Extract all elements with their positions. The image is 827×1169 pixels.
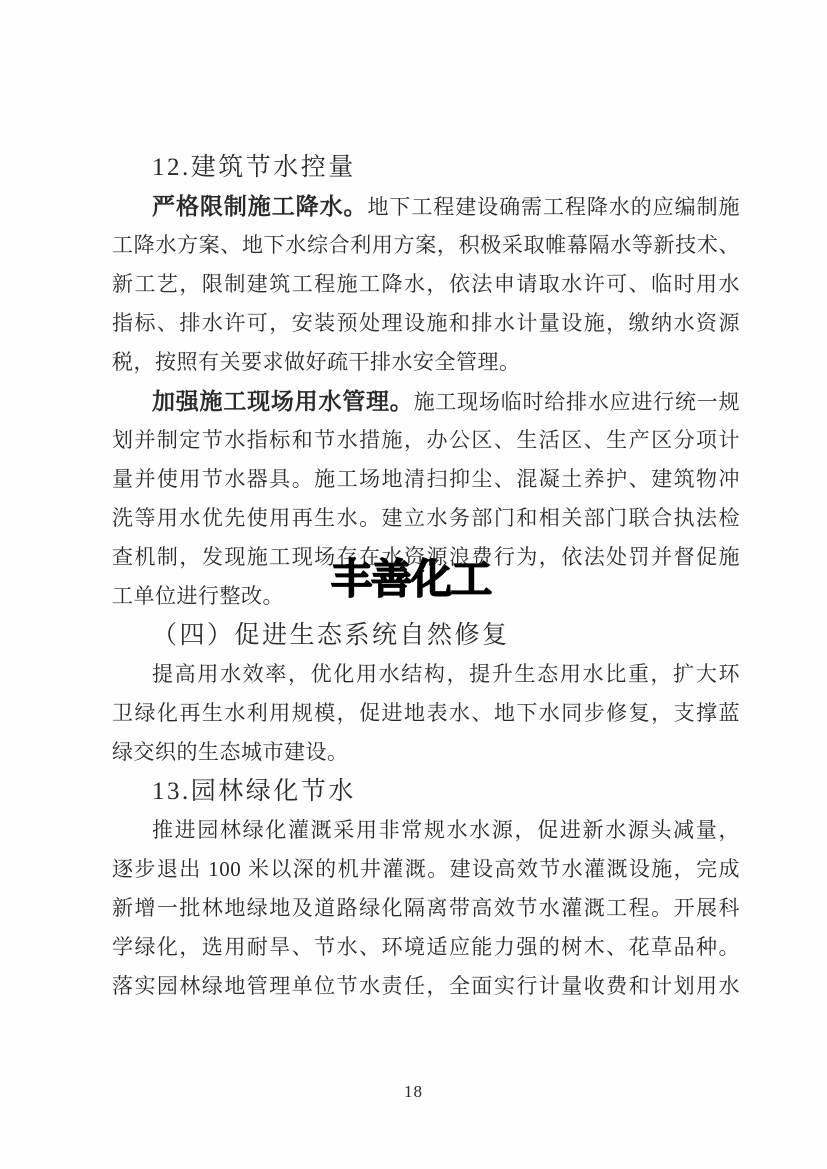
text-segment: 绿交织的生态城市建设。 bbox=[112, 740, 349, 764]
text-line bbox=[112, 733, 740, 772]
text-line bbox=[112, 343, 740, 382]
text-segment: 工降水方案、地下水综合利用方案，积极采取帷幕隔水等新技术、 bbox=[112, 233, 740, 257]
text-segment: 指标、排水许可，安装预处理设施和排水计量设施，缴纳水资源 bbox=[112, 311, 740, 335]
text-line bbox=[112, 850, 740, 889]
text-segment: 提高用水效率，优化用水结构，提升生态用水比重，扩大环 bbox=[152, 662, 740, 686]
text-segment: 税，按照有关要求做好疏干排水安全管理。 bbox=[112, 350, 521, 374]
text-segment: 12.建筑节水控量 bbox=[152, 154, 356, 181]
text-segment: 新工艺，限制建筑工程施工降水，依法申请取水许可、临时用水 bbox=[112, 272, 740, 296]
text-segment: 查机制，发现施工现场存在水资源浪费行为，依法处罚并督促施 bbox=[112, 545, 740, 569]
text-segment: 地下工程建设确需工程降水的应编制施 bbox=[367, 195, 741, 219]
text-segment: 逐步退出 100 米以深的机井灌溉。建设高效节水灌溉设施，完成 bbox=[112, 857, 740, 881]
text-line bbox=[112, 382, 740, 421]
text-line bbox=[112, 304, 740, 343]
text-line bbox=[112, 811, 740, 850]
text-line bbox=[112, 265, 740, 304]
text-line bbox=[112, 889, 740, 928]
text-segment: 划并制定节水指标和节水措施，办公区、生活区、生产区分项计 bbox=[112, 428, 740, 452]
text-line bbox=[112, 928, 740, 967]
text-segment: 量并使用节水器具。施工场地清扫抑尘、混凝土养护、建筑物冲 bbox=[112, 467, 740, 491]
text-segment: 13.园林绿化节水 bbox=[152, 778, 356, 805]
text-line bbox=[112, 460, 740, 499]
text-segment: 施工现场临时给排水应进行统一规 bbox=[413, 390, 741, 414]
bold-lead-text: 严格限制施工降水。 bbox=[152, 193, 368, 219]
section-heading bbox=[112, 148, 740, 187]
text-segment: 学绿化，选用耐旱、节水、环境适应能力强的树木、花草品种。 bbox=[112, 935, 740, 959]
text-line bbox=[112, 421, 740, 460]
text-segment: 新增一批林地绿地及道路绿化隔离带高效节水灌溉工程。开展科 bbox=[112, 896, 740, 920]
text-segment: 落实园林绿地管理单位节水责任，全面实行计量收费和计划用水 bbox=[112, 974, 740, 998]
text-line bbox=[112, 499, 740, 538]
text-segment: 工单位进行整改。 bbox=[112, 584, 284, 608]
page-number: 18 bbox=[404, 1082, 423, 1101]
text-segment: 卫绿化再生水利用规模，促进地表水、地下水同步修复，支撑蓝 bbox=[112, 701, 740, 725]
text-line bbox=[112, 226, 740, 265]
text-segment: 洗等用水优先使用再生水。建立水务部门和相关部门联合执法检 bbox=[112, 506, 740, 530]
text-segment: 推进园林绿化灌溉采用非常规水水源，促进新水源头减量， bbox=[152, 818, 740, 842]
text-line bbox=[112, 655, 740, 694]
text-segment: （四）促进生态系统自然修复 bbox=[152, 622, 510, 649]
text-line bbox=[112, 967, 740, 1006]
text-line bbox=[112, 694, 740, 733]
section-heading bbox=[112, 772, 740, 811]
text-line bbox=[112, 187, 740, 226]
company-watermark: 丰善化工 bbox=[331, 555, 491, 603]
section-heading bbox=[112, 616, 740, 655]
bold-lead-text: 加强施工现场用水管理。 bbox=[152, 388, 414, 414]
